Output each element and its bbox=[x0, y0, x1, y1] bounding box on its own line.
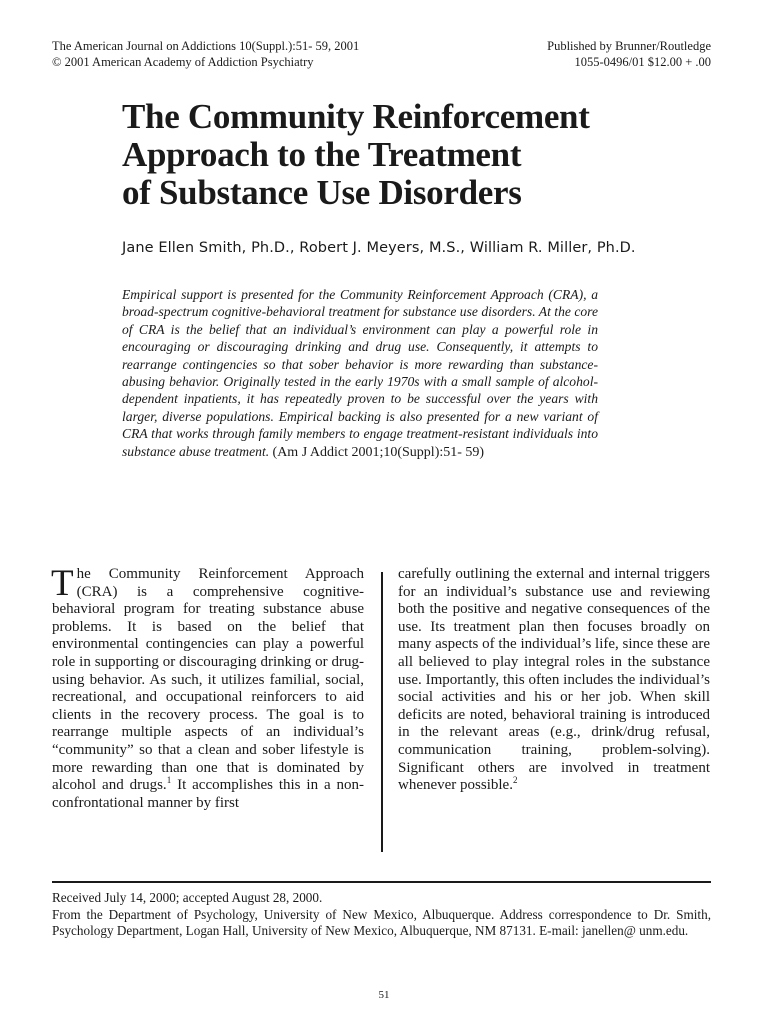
author-list: Jane Ellen Smith, Ph.D., Robert J. Meyers, M.S., William R. Miller, Ph.D. bbox=[122, 240, 636, 256]
author-affiliation: From the Department of Psychology, University of New Mexico, Albuquerque. Address correspondence to Dr. Smith, Psychology Department, Logan Hall, University of New Mexico, Albuquerque, NM 87131. E-mail: janellen@ unm.edu. bbox=[52, 906, 711, 938]
drop-cap: T bbox=[51, 563, 74, 604]
title-line: of Substance Use Disorders bbox=[122, 173, 522, 212]
abstract bbox=[122, 286, 598, 461]
received-dates: Received July 14, 2000; accepted August 28, 2000. bbox=[52, 890, 323, 905]
issn-price: 1055-0496/01 $12.00 + .00 bbox=[574, 55, 711, 69]
body-column-left bbox=[51, 563, 365, 812]
article-title bbox=[122, 98, 722, 212]
title-line: The Community Reinforcement bbox=[122, 97, 590, 136]
body-column-right bbox=[398, 566, 710, 795]
running-header-right bbox=[547, 38, 711, 70]
copyright-notice: © 2001 American Academy of Addiction Psychiatry bbox=[52, 55, 314, 69]
column-divider bbox=[381, 572, 383, 852]
footnote-reference: 1 bbox=[166, 775, 172, 786]
running-header-left bbox=[52, 38, 359, 70]
body-text: carefully outlining the external and internal triggers for an individual’s substance use and reviewing both the positive and negative consequences of the use. Its treatment plan then focuses broadly on many aspects of the individual’s life, since these are all believed to play integral roles in the substance use. Importantly, this often includes the individual’s social activities and his or her job. When skill deficits are noted, behavioral training is introduced in the relevant areas (e.g., drink/drug refusal, communication training, problem-solving). Significant others are involved in treatment whenever possible. bbox=[398, 566, 710, 794]
journal-citation: The American Journal on Addictions 10(Suppl.):51- 59, 2001 bbox=[52, 39, 360, 53]
abstract-citation: (Am J Addict 2001;10(Suppl):51- 59) bbox=[272, 444, 485, 460]
abstract-text: Empirical support is presented for the Community Reinforcement Approach (CRA), a broad-spectrum cognitive-behavioral treatment for substance use disorders. At the core of CRA is the belief that an individual’s environment can play a powerful role in encouraging or discouraging drinking and drug use. Consequently, it attempts to rearrange contingencies so that sober behavior is more rewarding than substance-abusing behavior. Originally tested in the early 1970s with a small sample of alcohol-dependent inpatients, it has repeatedly proven to be successful over the years with larger, diverse populations. Empirical backing is also presented for a new variant of CRA that works through family members to engage treatment-resistant individuals into substance abuse treatment. bbox=[122, 287, 598, 459]
body-text: It accomplishes this in a non-confrontational manner by first bbox=[52, 777, 365, 811]
footnote-divider bbox=[52, 881, 711, 883]
footnote-block bbox=[52, 890, 711, 940]
publisher: Published by Brunner/Routledge bbox=[547, 39, 711, 53]
body-text: he Community Reinforcement Approach (CRA) is a comprehensive cognitive-behavioral program for treating substance abuse problems. It is based on the belief that environmental contingencies can play a powerful role in supporting or discouraging drinking or drug-using behavior. As such, it utilizes familial, social, recreational, and occupational reinforcers to aid clients in the recovery process. The goal is to rearrange multiple aspects of an individual’s “community” so that a clean and sober lifestyle is more rewarding than one that is dominated by alcohol and drugs. bbox=[52, 566, 364, 794]
body-paragraph bbox=[398, 566, 710, 795]
title-line: Approach to the Treatment bbox=[122, 135, 522, 174]
body-paragraph bbox=[51, 563, 365, 812]
page-number: 51 bbox=[378, 989, 390, 1001]
footnote-reference: 2 bbox=[512, 775, 518, 786]
